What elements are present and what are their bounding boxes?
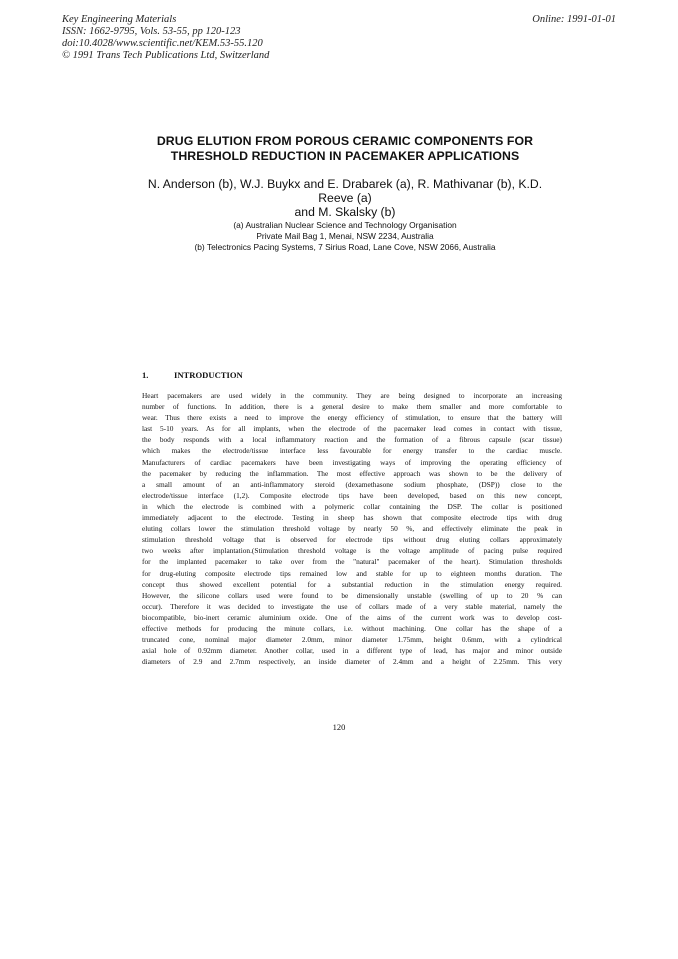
paper-title (100, 134, 590, 164)
body-line: biocompatible, bio-inert ceramic aluminium oxide. One of the aims of the current work was to develop cost- (142, 612, 562, 622)
body-line: occur). Therefore it was decided to investigate the use of collars made of a very stable material, namely the (142, 601, 562, 611)
journal-name: Key Engineering Materials (62, 14, 177, 25)
body-line: a small amount of an anti-inflammatory steroid (dexamethasone sodium phosphate, (DSP)) close to the (142, 479, 562, 489)
section-title: INTRODUCTION (174, 370, 243, 380)
issn-line: ISSN: 1662-9795, Vols. 53-55, pp 120-123 (62, 26, 241, 37)
body-line: truncated cone, nominal major diameter 2.0mm, minor diameter 1.75mm, height 0.6mm, with a cylindrical (142, 635, 562, 645)
copyright-line: © 1991 Trans Tech Publications Ltd, Switzerland (62, 50, 270, 61)
page-number: 120 (332, 722, 346, 732)
body-line: However, the silicone collars used were found to be dimensionally unstable (swelling of up to 20 % can (142, 590, 562, 600)
body-line: wear. Thus there exists a need to improve the energy efficiency of stimulation, to ensure that the battery will (142, 413, 562, 423)
publication-metadata (62, 14, 269, 62)
section-heading (142, 370, 243, 380)
body-line: eluting collars lower the stimulation threshold voltage by nearly 50 %, and effectively eliminate the peak in (142, 524, 562, 534)
affiliations (150, 220, 540, 253)
body-line: concept thus showed excellent potential for a substantial reduction in the stimulation energy required. (142, 579, 562, 589)
body-line: two weeks after implantation.(Stimulation threshold voltage is the voltage amplitude of pacing pulse required (142, 546, 562, 556)
doi-link[interactable]: doi:10.4028/www.scientific.net/KEM.53-55.120 (62, 38, 263, 49)
body-line: electrode/tissue interface (1,2). Composite electrode tips have been developed, based on this new concept, (142, 490, 562, 500)
affiliation-line: (b) Telectronics Pacing Systems, 7 Sirius Road, Lane Cove, NSW 2066, Australia (194, 242, 496, 252)
body-line: the body responds with a local inflammatory reaction and the formation of a fibrous capsule (scar tissue) (142, 435, 562, 445)
author-line: Reeve (a) (318, 191, 372, 205)
body-line: Heart pacemakers are used widely in the community. They are being designed to incorporate an increasing (142, 391, 562, 400)
body-line: Manufacturers of cardiac pacemakers have been investigating ways of improving the operating efficiency of (142, 457, 562, 467)
body-line: the pacemaker by reducing the inflammation. The most effective approach was shown to be the delivery of (142, 468, 562, 478)
body-line: last 5-10 years. As for all implants, when the electrode of the pacemaker lead comes in contact with tissue, (142, 424, 562, 434)
body-line: axial hole of 0.92mm diameter. Another collar, used in a different type of lead, has major and minor outside (142, 646, 562, 656)
section-number: 1. (142, 370, 149, 380)
body-line: number of functions. In addition, there is a general desire to make them smaller and more comfortable to (142, 402, 562, 412)
author-list (120, 177, 570, 219)
body-line: for drug-eluting composite electrode tips remained low and stable for up to eighteen months duration. The (142, 568, 562, 578)
body-line: immediately adjacent to the electrode. Testing in sheep has shown that composite electrode tips with drug (142, 513, 562, 523)
title-line: DRUG ELUTION FROM POROUS CERAMIC COMPONENTS FOR (156, 134, 534, 148)
body-line: which makes the electrode/tissue interface less favourable for energy transfer to the cardiac muscle. (142, 446, 562, 456)
online-date: Online: 1991-01-01 (532, 14, 616, 25)
affiliation-line: (a) Australian Nuclear Science and Technology Organisation (233, 220, 457, 230)
body-paragraph (142, 390, 562, 667)
author-line: and M. Skalsky (b) (294, 205, 396, 219)
affiliation-line: Private Mail Bag 1, Menai, NSW 2234, Australia (256, 231, 434, 241)
body-line: in which the electrode is combined with a polymeric collar containing the DSP. The collar is positioned (142, 501, 562, 511)
body-line: stimulation threshold voltage that is observed for electrode tips without drug eluting collars approximately (142, 535, 562, 545)
body-line: for the implanted pacemaker to take over from the "natural" pacemaker of the heart). Stimulation thresholds (142, 557, 562, 567)
title-line: THRESHOLD REDUCTION IN PACEMAKER APPLICATIONS (170, 149, 520, 163)
body-line: effective methods for producing the minute collars, i.e. without machining. One collar has the shape of a (142, 623, 562, 633)
body-line: diameters of 2.9 and 2.7mm respectively, an inside diameter of 2.4mm and a height of 2.25mm. This very (142, 657, 562, 667)
author-line: N. Anderson (b), W.J. Buykx and E. Drabarek (a), R. Mathivanar (b), K.D. (147, 177, 543, 191)
